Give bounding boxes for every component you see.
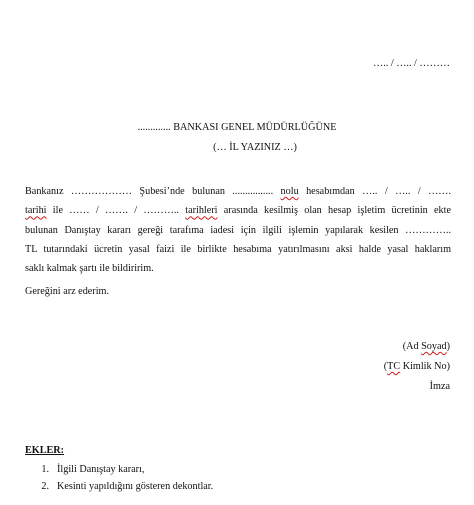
body-paragraph	[25, 182, 451, 278]
recipient-heading: ............. BANKASI GENEL MÜDÜRLÜĞÜNE	[137, 122, 337, 133]
body-text: ile …… / ……. / ………..	[46, 205, 186, 217]
sig-text: (Ad	[402, 341, 422, 352]
list-number: 2.	[41, 481, 49, 492]
list-item	[25, 465, 213, 482]
sig-text: )	[446, 341, 450, 352]
spellcheck-word: nolu	[280, 186, 299, 197]
body-line-3: bulunan Danıştay kararı gereği tarafıma iadesi için ilgili işlemin yapılarak kesilen …………..	[25, 224, 451, 236]
spellcheck-word: Soyad	[421, 341, 447, 352]
attachments-title: EKLER:	[25, 445, 65, 456]
list-item	[25, 482, 213, 499]
body-text: hesabımdan ….. / ….. / …….	[298, 186, 451, 197]
body-line-1	[25, 182, 451, 201]
sig-text: Kimlik No)	[400, 361, 450, 372]
spellcheck-word: TC	[387, 361, 401, 372]
closing-line: Gereğini arz ederim.	[25, 286, 110, 297]
attachments-list	[25, 465, 213, 499]
body-text: arasında kesilmiş olan hesap işletim ücretinin ekte	[217, 205, 451, 217]
body-line-2	[25, 201, 451, 220]
signature-tc	[384, 362, 450, 372]
list-number: 1.	[41, 464, 49, 475]
city-line: (… İL YAZINIZ …)	[213, 142, 297, 153]
body-line-4: TL tutarındaki ücretin yasal faizi ile birlikte hesabıma yatırılmasını aksi halde yasal haklarım	[25, 243, 451, 255]
list-text: Kesinti yapıldığını gösteren dekontlar.	[57, 481, 214, 492]
signature-imza: İmza	[429, 381, 450, 392]
spellcheck-word: tarihi	[25, 205, 47, 217]
sig-text: (	[383, 361, 388, 372]
signature-name	[403, 342, 450, 352]
date-line: ….. / ….. / ………	[373, 58, 450, 69]
spellcheck-word: tarihleri	[185, 205, 218, 217]
body-text: Bankanız ……………… Şubesi’nde bulunan ................	[25, 186, 281, 197]
list-text: İlgili Danıştay kararı,	[57, 464, 145, 475]
body-line-5: saklı kalmak şartı ile bildiririm.	[25, 263, 154, 275]
